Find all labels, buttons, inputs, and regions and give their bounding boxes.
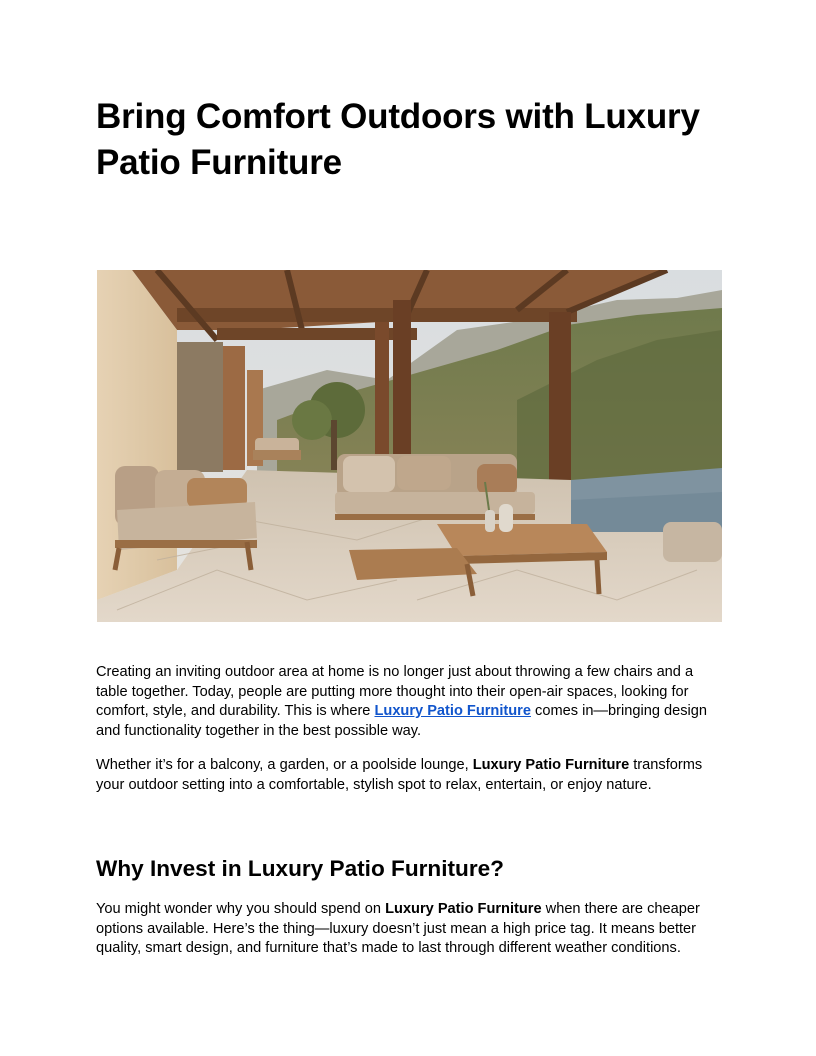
second-text-end: transforms your outdoor setting into a comfortable, stylish spot to relax, entertain, or enjoy nature. — [96, 757, 703, 793]
document-title: Bring Comfort Outdoors with Luxury Patio Furniture — [96, 97, 700, 182]
third-text-start: You might wonder why you should spend on — [96, 901, 386, 917]
luxury-patio-furniture-link[interactable]: Luxury Patio Furniture — [374, 703, 531, 719]
intro-text-end: comes in—bringing design and functionality together in the best possible way. — [96, 703, 708, 739]
section-heading: Why Invest in Luxury Patio Furniture? — [96, 856, 504, 881]
intro-text-start: Creating an inviting outdoor area at home is no longer just about throwing a few chairs and a table together. Today, people are putting more thought into their open-air spaces, looking for comfort, style, and durability. This is where — [96, 664, 694, 719]
intro-paragraph — [96, 663, 726, 741]
second-text-start: Whether it’s for a balcony, a garden, or a poolside lounge, — [96, 757, 473, 773]
third-paragraph — [96, 900, 726, 959]
hero-image-patio-furniture — [97, 270, 722, 622]
second-paragraph — [96, 756, 726, 795]
third-bold-term: Luxury Patio Furniture — [385, 901, 542, 917]
second-bold-term: Luxury Patio Furniture — [472, 757, 630, 773]
third-text-end: when there are cheaper options available. Here’s the thing—luxury doesn’t just mean a high price tag. It means better quality, smart design, and furniture that’s made to last through different weather conditions. — [96, 901, 700, 956]
